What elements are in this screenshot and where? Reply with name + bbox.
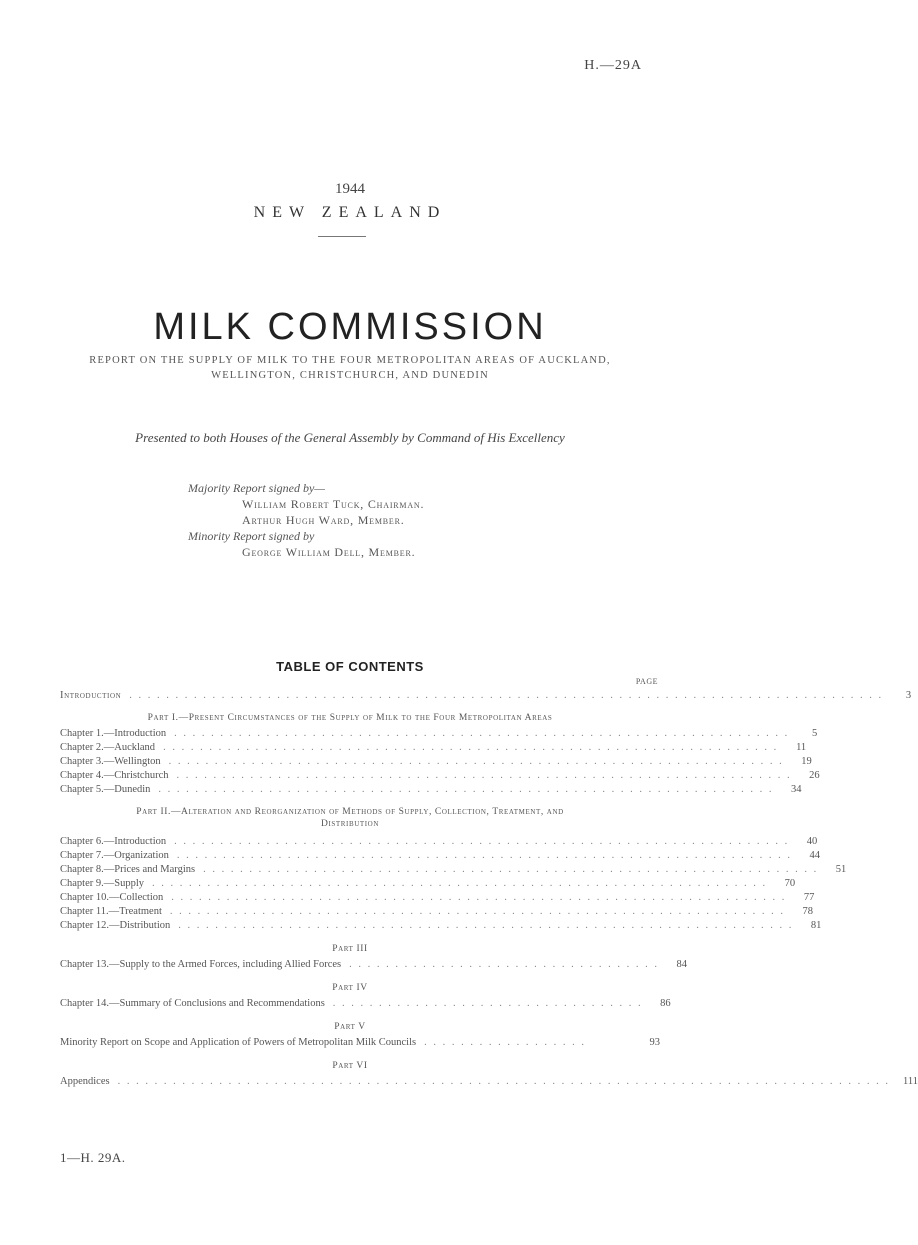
leader-dots: . . . . . . . . . . . . . . . . . . . . . . . . . . . . . . . . . . . . . . . . . . . . . . . . . . . . . . . . . . . . . . . . . . . . . . . . . . . . . . . . . . bbox=[129, 690, 884, 701]
toc-entry-chapter-9[interactable] bbox=[60, 878, 796, 892]
toc-title: TABLE OF CONTENTS bbox=[276, 659, 424, 674]
minority-report-heading: Minority Report signed by bbox=[188, 529, 315, 543]
leader-dots: . . . . . . . . . . . . . . . . . . . . . . . . . . . . . . . . . . bbox=[332, 998, 643, 1009]
leader-dots: . . . . . . . . . . . . . . . . . . bbox=[424, 1037, 586, 1048]
leader-dots: . . . . . . . . . . . . . . . . . . . . . . . . . . . . . . . . . . . . . . . . . . . . . . . . . . . . . . . . . . . . . . . . . . . bbox=[168, 756, 784, 767]
toc-entry-label: Chapter 14.—Summary of Conclusions and Recommendations bbox=[60, 998, 325, 1009]
toc-entry-label: Chapter 13.—Supply to the Armed Forces, including Allied Forces bbox=[60, 959, 342, 970]
toc-entry-page: 40 bbox=[806, 836, 818, 847]
leader-dots: . . . . . . . . . . . . . . . . . . . . . . . . . . . . . . . . . . . . . . . . . . . . . . . . . . . . . . . . . . . . . . . . . . . bbox=[171, 892, 787, 903]
country-heading: NEW ZEALAND bbox=[253, 204, 447, 221]
toc-entry-chapter-5[interactable] bbox=[60, 784, 802, 798]
toc-entry-page: 19 bbox=[801, 756, 812, 767]
toc-entry-label: Appendices bbox=[60, 1076, 110, 1087]
subtitle-line-1: REPORT ON THE SUPPLY OF MILK TO THE FOUR METROPOLITAN AREAS OF AUCKLAND, bbox=[89, 355, 611, 366]
toc-entry-label: Chapter 8.—Prices and Margins bbox=[60, 864, 196, 875]
toc-entry-chapter-8[interactable] bbox=[60, 864, 847, 878]
document-title: MILK COMMISSION bbox=[153, 306, 547, 348]
report-year: 1944 bbox=[335, 181, 365, 197]
toc-entry-label: Chapter 2.—Auckland bbox=[60, 742, 156, 753]
toc-entry-page: 3 bbox=[905, 690, 912, 701]
toc-entry-label: Introduction bbox=[60, 690, 122, 701]
leader-dots: . . . . . . . . . . . . . . . . . . . . . . . . . . . . . . . . . . . . . . . . . . . . . . . . . . . . . . . . . . . . . . . . . . . bbox=[176, 770, 792, 781]
toc-entry-chapter-14[interactable] bbox=[60, 998, 671, 1012]
leader-dots: . . . . . . . . . . . . . . . . . . . . . . . . . . . . . . . . . . . . . . . . . . . . . . . . . . . . . . . . . . . . . . . . . . . bbox=[174, 836, 790, 847]
toc-entry-label: Chapter 1.—Introduction bbox=[60, 728, 167, 739]
toc-page-column-label: PAGE bbox=[635, 677, 658, 686]
toc-entry-page: 78 bbox=[802, 906, 813, 917]
toc-entry-label: Chapter 6.—Introduction bbox=[60, 836, 167, 847]
part-1-heading: Part I.—Present Circumstances of the Supply of Milk to the Four Metropolitan Areas bbox=[147, 713, 553, 723]
footer-signature: 1—H. 29A. bbox=[60, 1150, 126, 1165]
toc-entry-page: 26 bbox=[809, 770, 820, 781]
presented-statement: Presented to both Houses of the General Assembly by Command of His Excellency bbox=[135, 430, 565, 445]
toc-entry-chapter-7[interactable] bbox=[60, 850, 820, 864]
toc-entry-chapter-10[interactable] bbox=[60, 892, 815, 906]
leader-dots: . . . . . . . . . . . . . . . . . . . . . . . . . . . . . . . . . . . . . . . . . . . . . . . . . . . . . . . . . . . . . . . . . . . bbox=[158, 784, 774, 795]
leader-dots: . . . . . . . . . . . . . . . . . . . . . . . . . . . . . . . . . . . . . . . . . . . . . . . . . . . . . . . . . . . . . . . . . . . bbox=[178, 920, 794, 931]
leader-dots: . . . . . . . . . . . . . . . . . . . . . . . . . . . . . . . . . . . . . . . . . . . . . . . . . . . . . . . . . . . . . . . . . . . bbox=[152, 878, 768, 889]
toc-entry-chapter-12[interactable] bbox=[60, 920, 822, 934]
majority-report-heading: Majority Report signed by— bbox=[188, 481, 325, 495]
majority-signatory-chairman: William Robert Tuck, Chairman. bbox=[242, 497, 425, 511]
leader-dots: . . . . . . . . . . . . . . . . . . . . . . . . . . . . . . . . . . . . . . . . . . . . . . . . . . . . . . . . . . . . . . . . . . . . . . . . . . . . . . . . . . . . bbox=[117, 1076, 890, 1087]
toc-entry-chapter-4[interactable] bbox=[60, 770, 820, 784]
toc-entry-page: 34 bbox=[791, 784, 802, 795]
toc-entry-chapter-6[interactable] bbox=[60, 836, 818, 850]
toc-entry-appendices[interactable] bbox=[60, 1076, 918, 1090]
minority-signatory-member: George William Dell, Member. bbox=[242, 545, 416, 559]
toc-entry-chapter-2[interactable] bbox=[60, 742, 807, 756]
part-5-heading: Part V bbox=[334, 1022, 366, 1032]
toc-entry-page: 86 bbox=[660, 998, 671, 1009]
part-6-heading: Part VI bbox=[332, 1061, 368, 1071]
toc-entry-page: 77 bbox=[803, 892, 815, 903]
toc-entry-label: Chapter 9.—Supply bbox=[60, 878, 144, 889]
toc-entry-page: 51 bbox=[835, 864, 847, 875]
leader-dots: . . . . . . . . . . . . . . . . . . . . . . . . . . . . . . . . . . . . . . . . . . . . . . . . . . . . . . . . . . . . . . . . . . . bbox=[169, 906, 785, 917]
toc-entry-page: 70 bbox=[784, 878, 796, 889]
toc-entry-label: Chapter 7.—Organization bbox=[60, 850, 169, 861]
leader-dots: . . . . . . . . . . . . . . . . . . . . . . . . . . . . . . . . . . . . . . . . . . . . . . . . . . . . . . . . . . . . . . . . . . . bbox=[163, 742, 779, 753]
toc-entry-label: Chapter 5.—Dunedin bbox=[60, 784, 151, 795]
leader-dots: . . . . . . . . . . . . . . . . . . . . . . . . . . . . . . . . . . . . . . . . . . . . . . . . . . . . . . . . . . . . . . . . . . . bbox=[174, 728, 790, 739]
majority-signatory-member: Arthur Hugh Ward, Member. bbox=[242, 513, 405, 527]
subtitle-line-2: WELLINGTON, CHRISTCHURCH, AND DUNEDIN bbox=[211, 370, 489, 381]
toc-entry-page: 81 bbox=[810, 920, 822, 931]
part-2-heading-cont: Distribution bbox=[320, 819, 379, 829]
toc-entry-page: 44 bbox=[809, 850, 820, 861]
toc-entry-page: 111 bbox=[902, 1076, 918, 1087]
toc-entry-label: Chapter 11.—Treatment bbox=[60, 906, 162, 917]
toc-entry-page: 93 bbox=[649, 1037, 660, 1048]
toc-entry-chapter-11[interactable] bbox=[60, 906, 813, 920]
toc-entry-label: Chapter 4.—Christchurch bbox=[60, 770, 169, 781]
part-4-heading: Part IV bbox=[332, 983, 368, 993]
toc-entry-page: 5 bbox=[812, 728, 818, 739]
toc-entry-chapter-1[interactable] bbox=[60, 728, 818, 742]
toc-entry-label: Chapter 12.—Distribution bbox=[60, 920, 171, 931]
part-2-heading: Part II.—Alteration and Reorganization of Methods of Supply, Collection, Treatment, and bbox=[136, 807, 564, 817]
toc-entry-label: Chapter 10.—Collection bbox=[60, 892, 164, 903]
toc-entry-label: Chapter 3.—Wellington bbox=[60, 756, 161, 767]
toc-entry-page: 11 bbox=[796, 742, 807, 753]
toc-entry-minority-report[interactable] bbox=[60, 1037, 660, 1051]
leader-dots: . . . . . . . . . . . . . . . . . . . . . . . . . . . . . . . . . . . . . . . . . . . . . . . . . . . . . . . . . . . . . . . . . . . bbox=[203, 864, 819, 875]
leader-dots: . . . . . . . . . . . . . . . . . . . . . . . . . . . . . . . . . . . . . . . . . . . . . . . . . . . . . . . . . . . . . . . . . . . bbox=[176, 850, 792, 861]
toc-entry-page: 84 bbox=[676, 959, 688, 970]
part-3-heading: Part III bbox=[332, 944, 368, 954]
leader-dots: . . . . . . . . . . . . . . . . . . . . . . . . . . . . . . . . . . bbox=[349, 959, 660, 970]
divider-rule bbox=[318, 236, 366, 237]
toc-entry-chapter-3[interactable] bbox=[60, 756, 812, 770]
toc-entry-introduction[interactable] bbox=[60, 690, 912, 704]
page-reference: H.—29A bbox=[584, 58, 642, 73]
toc-entry-chapter-13[interactable] bbox=[60, 959, 688, 973]
toc-entry-label: Minority Report on Scope and Application of Powers of Metropolitan Milk Councils bbox=[60, 1037, 417, 1048]
